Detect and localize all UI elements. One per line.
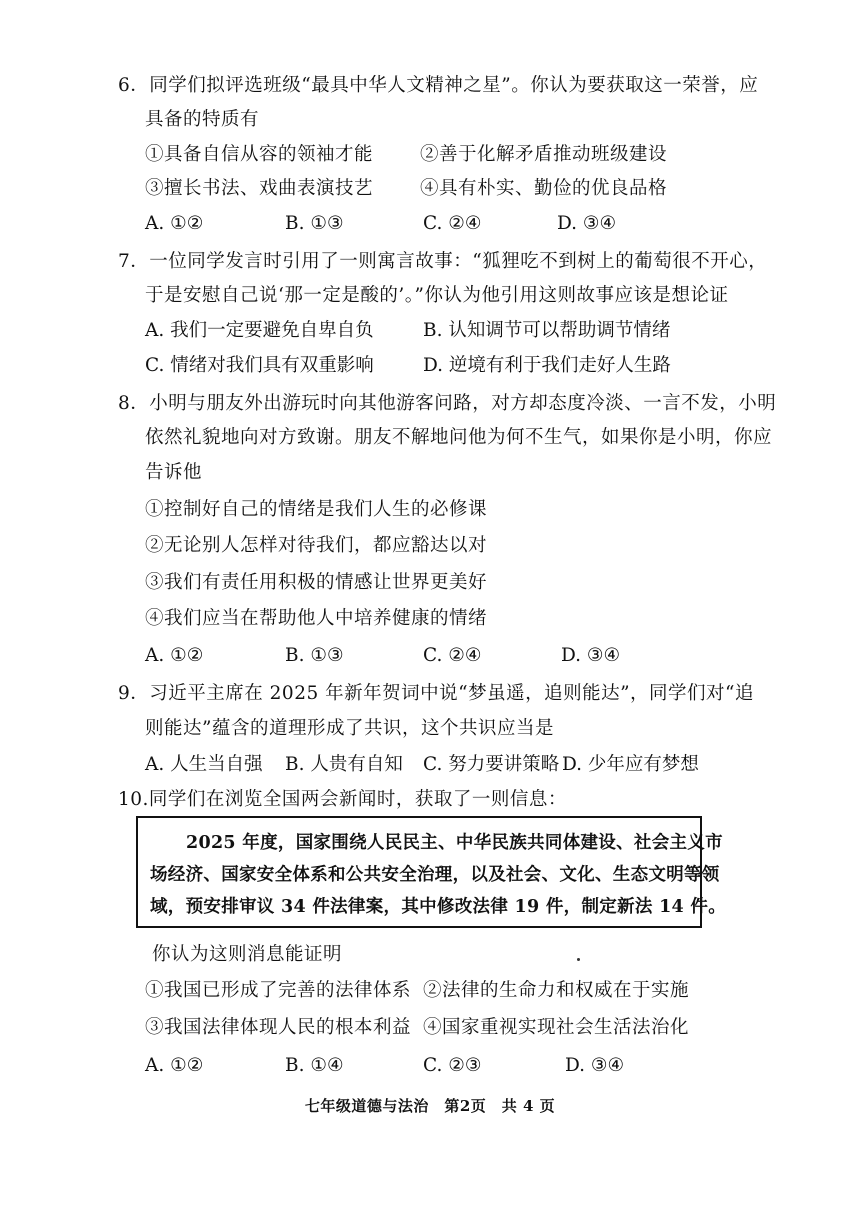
- q6-stem-line2: 具备的特质有: [145, 109, 260, 130]
- q8-statement-2: ②无论别人怎样对待我们，都应豁达以对: [145, 535, 488, 556]
- q10-option-c: C. ②③: [423, 1055, 482, 1076]
- q10-option-b: B. ①④: [285, 1055, 344, 1076]
- q7-option-a: A. 我们一定要避免自卑自负: [145, 320, 374, 341]
- q10-option-d: D. ③④: [565, 1055, 625, 1076]
- q10-statement-4: ④国家重视实现社会生活法治化: [423, 1017, 690, 1038]
- q10-statement-3: ③我国法律体现人民的根本利益: [145, 1017, 412, 1038]
- q6-stem-line1: 6．同学们拟评选班级“最具中华人文精神之星”。你认为要获取这一荣誉，应: [118, 75, 759, 96]
- q7-option-d: D. 逆境有利于我们走好人生路: [423, 355, 671, 376]
- q6-statement-1: ①具备自信从容的领袖才能: [145, 144, 374, 165]
- q8-stem-line2: 依然礼貌地向对方致谢。朋友不解地问他为何不生气，如果你是小明，你应: [145, 427, 773, 448]
- q6-statement-3: ③擅长书法、戏曲表演技艺: [145, 178, 374, 199]
- q9-stem-line2: 则能达”蕴含的道理形成了共识，这个共识应当是: [145, 718, 554, 739]
- q8-option-d: D. ③④: [561, 645, 621, 666]
- q8-statement-4: ④我们应当在帮助他人中培养健康的情绪: [145, 608, 488, 629]
- q8-option-c: C. ②④: [423, 645, 482, 666]
- q6-option-b: B. ①③: [285, 213, 344, 234]
- q8-statement-3: ③我们有责任用积极的情感让世界更美好: [145, 572, 488, 593]
- q10-news-box: [136, 816, 727, 928]
- q10-option-a: A. ①②: [145, 1055, 204, 1076]
- q6-statement-2: ②善于化解矛盾推动班级建设: [420, 144, 668, 165]
- q9-stem-line1: 9．习近平主席在 2025 年新年贺词中说“梦虽遥，追则能达”，同学们对“追: [118, 683, 754, 704]
- q8-stem-line3: 告诉他: [145, 462, 203, 483]
- q7-option-b: B. 认知调节可以帮助调节情绪: [423, 320, 671, 341]
- q6-option-d: D. ③④: [557, 213, 617, 234]
- scan-speck: [577, 958, 580, 961]
- q8-option-a: A. ①②: [145, 645, 204, 666]
- q9-option-d: D. 少年应有梦想: [562, 754, 699, 775]
- q9-option-a: A. 人生当自强: [145, 754, 263, 775]
- q7-stem-line1: 7．一位同学发言时引用了一则寓言故事：“狐狸吃不到树上的葡萄很不开心，: [118, 251, 768, 272]
- q10-box-line3: 域，预安排审议 34 件法律案，其中修改法律 19 件，制定新法 14 件。: [150, 897, 727, 917]
- q7-option-c: C. 情绪对我们具有双重影响: [145, 355, 374, 376]
- q8-stem-line1: 8．小明与朋友外出游玩时向其他游客问路，对方却态度冷淡、一言不发，小明: [118, 393, 777, 414]
- q8-statement-1: ①控制好自己的情绪是我们人生的必修课: [145, 499, 488, 520]
- q10-prompt: 你认为这则消息能证明: [152, 944, 343, 965]
- q6-option-c: C. ②④: [423, 213, 482, 234]
- q10-box-line2: 场经济、国家安全体系和公共安全治理，以及社会、文化、生态文明等领: [150, 865, 720, 885]
- q10-statement-2: ②法律的生命力和权威在于实施: [423, 980, 690, 1001]
- q9-option-b: B. 人贵有自知: [285, 754, 403, 775]
- q10-box-line1: 2025 年度，国家围绕人民民主、中华民族共同体建设、社会主义市: [186, 833, 723, 853]
- q6-option-a: A. ①②: [145, 213, 204, 234]
- page-footer: 七年级道德与法治 第2页 共 4 页: [304, 1097, 556, 1115]
- q10-stem-line1: 10.同学们在浏览全国两会新闻时，获取了一则信息：: [118, 789, 567, 810]
- q7-stem-line2: 于是安慰自己说‘那一定是酸的’。”你认为他引用这则故事应该是想论证: [145, 285, 729, 306]
- q10-statement-1: ①我国已形成了完善的法律体系: [145, 980, 412, 1001]
- q6-statement-4: ④具有朴实、勤俭的优良品格: [420, 178, 668, 199]
- q8-option-b: B. ①③: [285, 645, 344, 666]
- q9-option-c: C. 努力要讲策略: [423, 754, 560, 775]
